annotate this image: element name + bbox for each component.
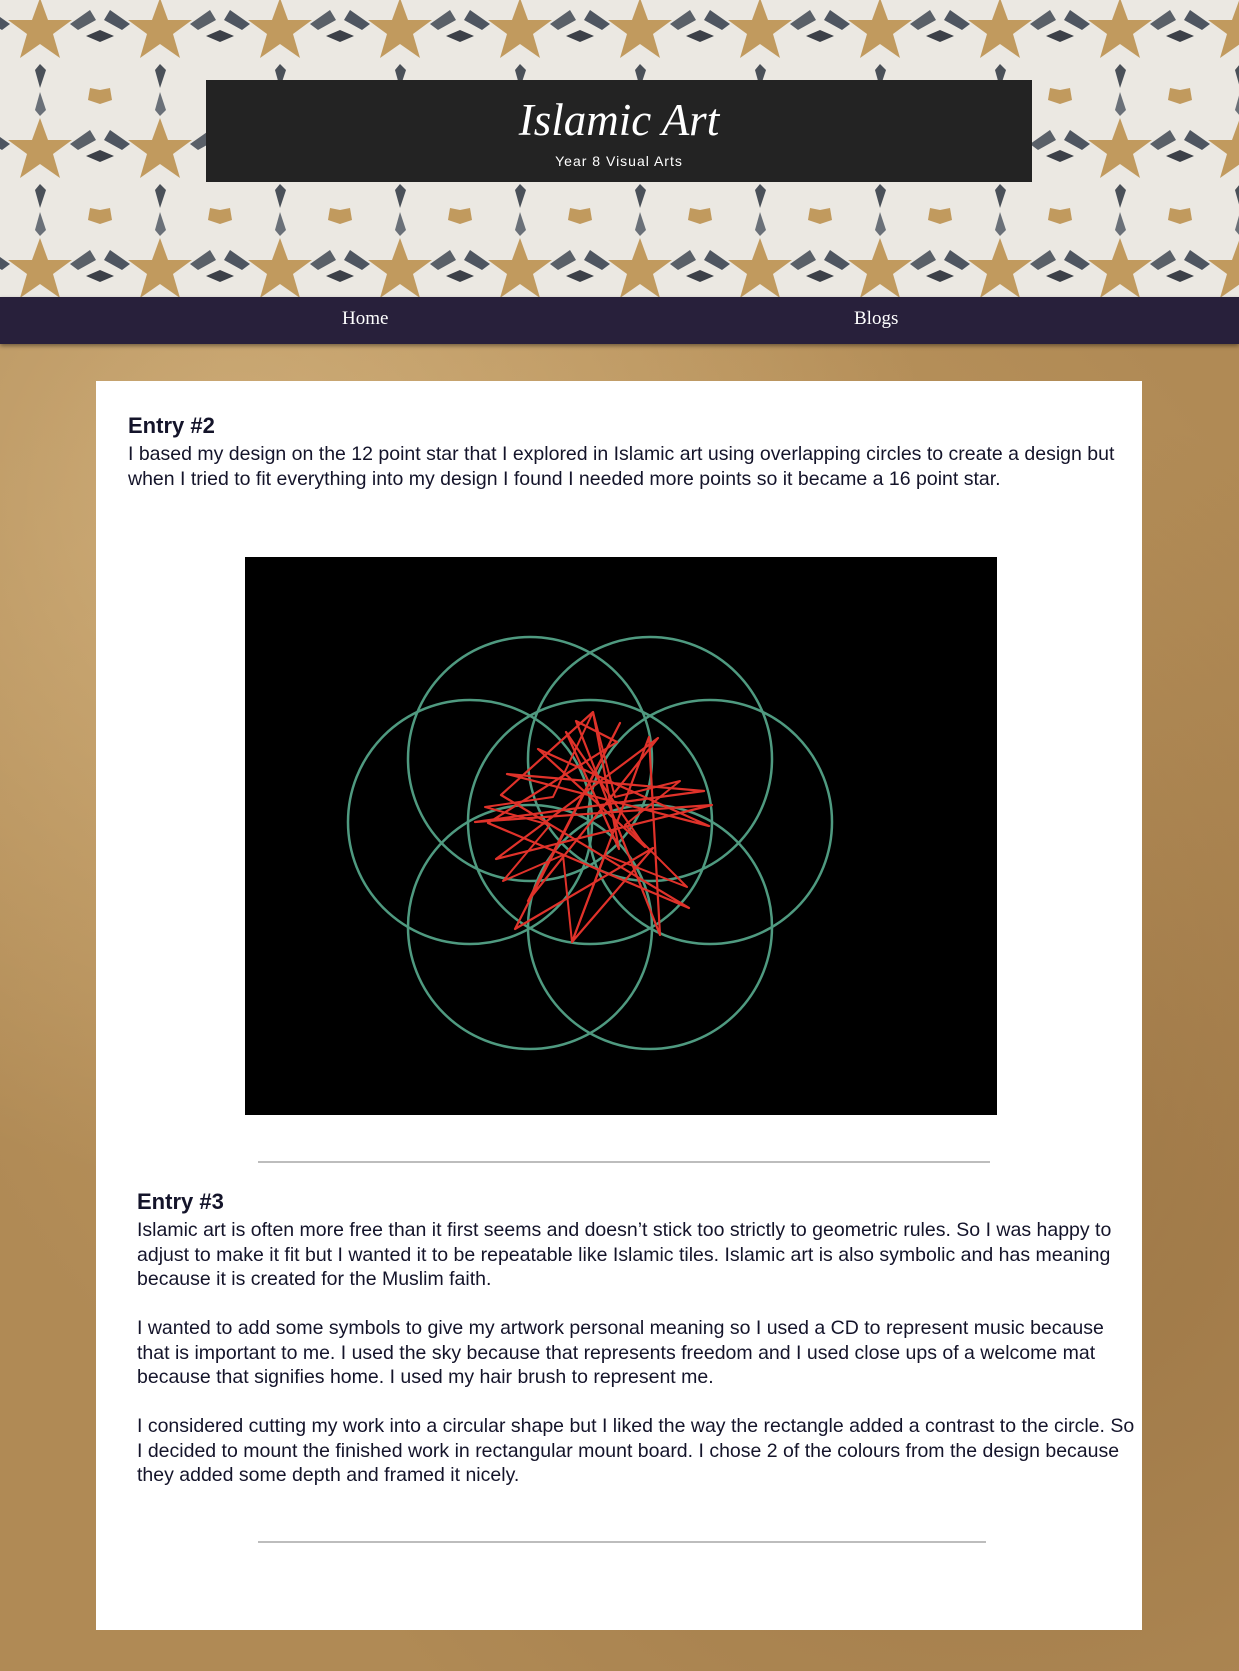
overlapping-circles-star-artwork xyxy=(245,557,997,1115)
entry-3-paragraph-1: Islamic art is often more free than it first seems and doesn’t stick too strictly to geometric rules. So I was happy to adjust to make it fit but I wanted it to be repeatable like Islamic tiles. Islamic art is also symbolic and has meaning because it is created for the Muslim faith. xyxy=(137,1219,1112,1290)
site-subtitle: Year 8 Visual Arts xyxy=(555,153,683,169)
nav-blogs-link[interactable]: Blogs xyxy=(854,308,899,329)
site-title[interactable]: Islamic Art xyxy=(518,95,720,145)
main-nav xyxy=(0,297,1239,344)
entry-2-title: Entry #2 xyxy=(128,413,215,438)
entry-3-paragraph-3: I considered cutting my work into a circular shape but I liked the way the rectangle added a contrast to the circle. So I decided to mount the finished work in rectangular mount board. I chose 2 of the colours from the design because they added some depth and framed it nicely. xyxy=(137,1415,1135,1486)
green-circles xyxy=(348,637,832,1049)
header-banner xyxy=(0,0,1239,297)
title-box xyxy=(206,80,1032,182)
entry-3-paragraph-2: I wanted to add some symbols to give my artwork personal meaning so I used a CD to represent music because that is important to me. I used the sky because that represents freedom and I used close ups of a welcome mat because that signifies home. I used my hair brush to represent me. xyxy=(137,1317,1104,1388)
entry-2-paragraph: I based my design on the 12 point star that I explored in Islamic art using overlapping circles to create a design but when I tried to fit everything into my design I found I needed more points so it became a 16 point star. xyxy=(128,443,1115,490)
blog-content xyxy=(96,381,1142,1630)
entry-divider-2 xyxy=(258,1541,986,1543)
entry-divider-1 xyxy=(258,1161,990,1163)
star-design-image xyxy=(245,557,997,1115)
nav-home-link[interactable]: Home xyxy=(342,308,389,329)
entry-3-title: Entry #3 xyxy=(137,1189,224,1214)
